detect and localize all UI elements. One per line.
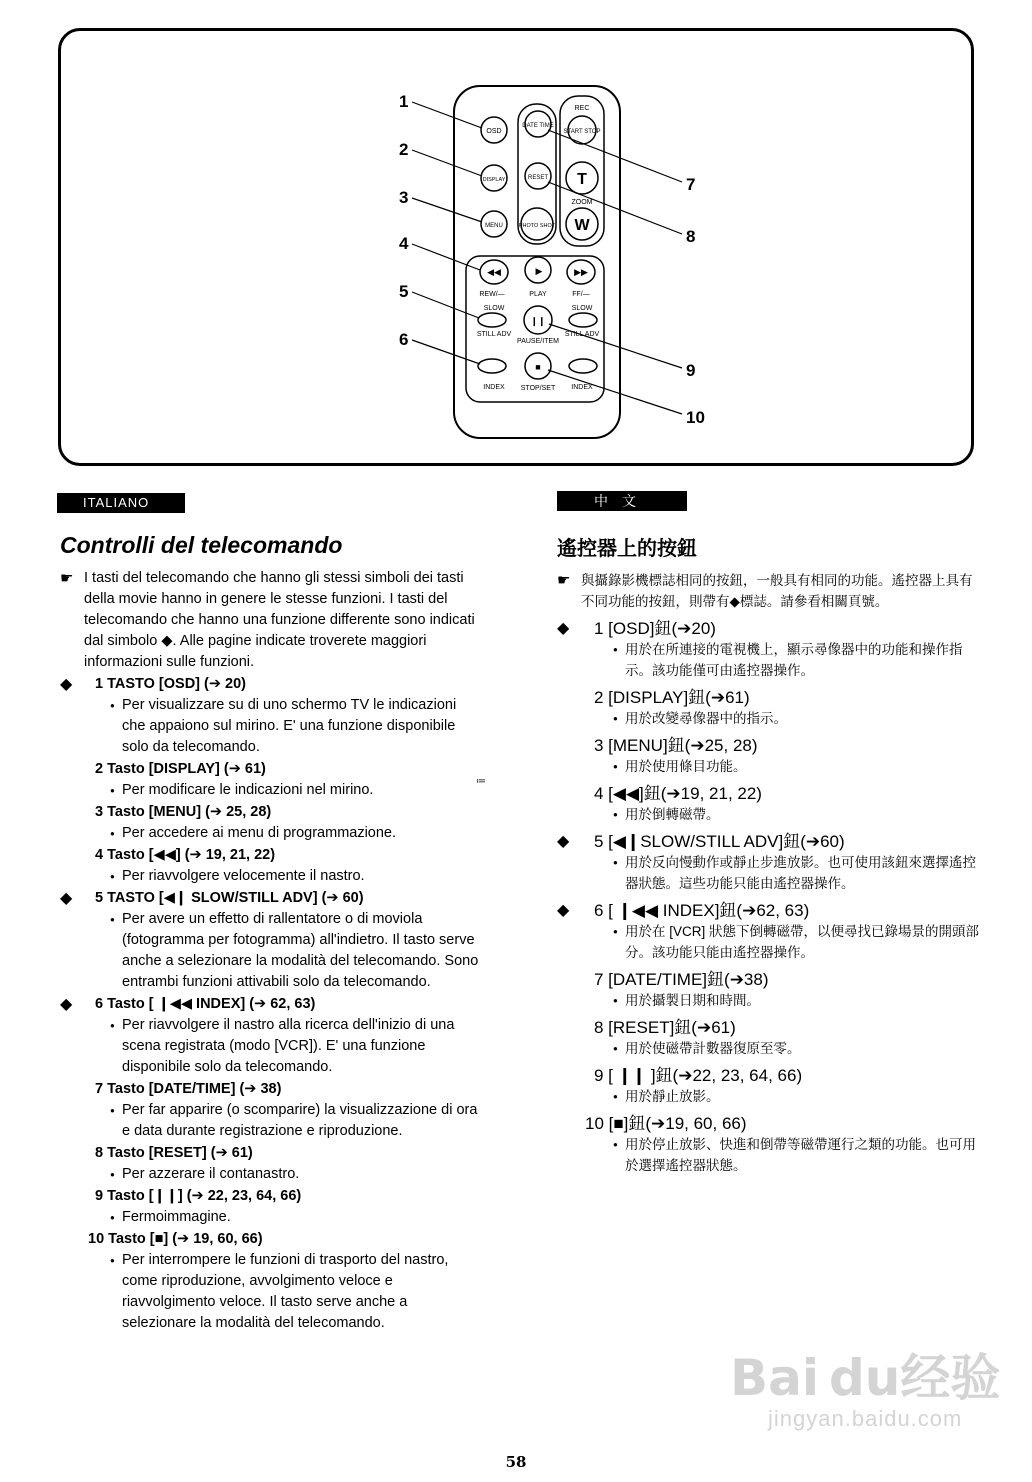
label-start-stop: START STOP [563, 129, 601, 135]
chinese-item-heading: 1 [OSD]鈕(➔20) [594, 619, 716, 638]
label-date-time: DATE TIME [522, 123, 554, 129]
label-stop-set: STOP/SET [520, 385, 556, 392]
label-zoom: ZOOM [571, 199, 593, 206]
italian-item-5 [60, 888, 480, 993]
index-left-button [478, 359, 506, 373]
diamond-icon: ◆ [557, 833, 570, 850]
chinese-item-heading: 7 [DATE/TIME]鈕(➔38) [594, 970, 769, 989]
pointing-hand-icon: ☛ [557, 572, 571, 589]
label-display: DISPLAY [482, 177, 506, 183]
slow-right-button [569, 313, 597, 327]
callout-3: 3 [399, 188, 409, 207]
diamond-icon: ◆ [557, 620, 570, 637]
label-pause-item: PAUSE/ITEM [517, 338, 559, 345]
chinese-note [557, 570, 982, 612]
italian-item-heading: 9 Tasto [❙❙] (➔ 22, 23, 64, 66) [95, 1188, 302, 1204]
watermark-url: jingyan.baidu.com [768, 1406, 963, 1431]
chinese-item-description: ● 用於改變尋像器中的指示。 [613, 708, 982, 729]
chinese-item-description: ● 用於停止放影、快進和倒帶等磁帶運行之類的功能。也可用於選擇遙控器狀態。 [613, 1134, 982, 1176]
label-still-adv-left: STILL ADV [476, 331, 512, 338]
svg-text:◀◀: ◀◀ [487, 267, 501, 277]
label-rec: REC [574, 105, 590, 112]
callout-10: 10 [686, 408, 705, 427]
label-slow-right: SLOW [571, 305, 593, 312]
callout-4: 4 [399, 234, 409, 253]
italian-item-heading: 4 Tasto [◀◀] (➔ 19, 21, 22) [95, 847, 276, 863]
label-tele: T [577, 171, 587, 188]
label-wide: W [574, 217, 590, 234]
chinese-item-7 [557, 969, 982, 1011]
page-number: 58 [505, 1453, 527, 1471]
watermark [730, 1350, 1000, 1432]
section-title-italian: Controlli del telecomando [60, 532, 343, 558]
callout-2: 2 [399, 140, 409, 159]
diamond-icon: ◆ [60, 890, 73, 907]
svg-text:▶: ▶ [535, 266, 543, 276]
chinese-column [557, 570, 982, 1176]
italian-note-text: I tasti del telecomando che hanno gli stessi simboli dei tasti della movie hanno in genere le stesse funzioni. I tasti del telecomando che hanno una funzione differente sono indicati dal simbolo ◆. Alle pagine indicate troverete maggiori informazioni sulle funzioni. [84, 570, 475, 670]
chinese-item-description: ● 用於使磁帶計數器復原至零。 [613, 1038, 982, 1059]
svg-text:■: ■ [535, 362, 541, 372]
chinese-item-8 [557, 1017, 982, 1059]
label-slow-left: SLOW [483, 305, 505, 312]
italian-item-heading: 2 Tasto [DISPLAY] (➔ 61) [95, 761, 266, 777]
diamond-icon: ◆ [557, 902, 570, 919]
callout-6: 6 [399, 330, 409, 349]
italian-note [60, 568, 480, 673]
italian-item-description: ● Per riavvolgere il nastro alla ricerca dell'inizio di una scena registrata (modo [VCR]). E' una funzione disponibile solo da telecomando. [110, 1015, 480, 1078]
chinese-item-heading: 9 [ ❙❙ ]鈕(➔22, 23, 64, 66) [594, 1066, 803, 1085]
index-right-button [569, 359, 597, 373]
chinese-item-description: ● 用於靜止放影。 [613, 1086, 982, 1107]
callout-8: 8 [686, 227, 696, 246]
chinese-item-heading: 3 [MENU]鈕(➔25, 28) [594, 736, 758, 755]
chinese-item-description: ● 用於在 [VCR] 狀態下倒轉磁帶，以便尋找已錄場景的開頭部分。該功能只能由遙控器操作。 [613, 921, 982, 963]
italian-item-heading: 7 Tasto [DATE/TIME] (➔ 38) [95, 1081, 282, 1097]
diamond-icon: ◆ [60, 996, 73, 1013]
italian-items [60, 674, 480, 1334]
chinese-item-5 [557, 831, 982, 894]
label-play: PLAY [529, 291, 547, 298]
italian-item-10 [60, 1229, 480, 1334]
italian-item-description: ● Per accedere ai menu di programmazione. [110, 823, 480, 844]
italian-item-6 [60, 994, 480, 1078]
chinese-item-4 [557, 783, 982, 825]
italian-item-description: ● Per avere un effetto di rallentatore o di moviola (fotogramma per fotogramma) all'indietro. Il tasto serve anche a selezionare la modalità del telecomando. Sono entrambi funzioni attivabili solo da telecomando. [110, 909, 480, 993]
italian-item-3 [60, 802, 480, 844]
italian-item-2 [60, 759, 480, 801]
chinese-item-description: ● 用於使用條目功能。 [613, 756, 982, 777]
italian-item-heading: 8 Tasto [RESET] (➔ 61) [95, 1145, 253, 1161]
section-title-chinese: 遙控器上的按鈕 [557, 538, 697, 560]
chinese-item-9 [557, 1065, 982, 1107]
chinese-note-text: 與攝錄影機標誌相同的按鈕，一般具有相同的功能。遙控器上具有不同功能的按鈕，則帶有◆標誌。請參看相關頁號。 [581, 573, 973, 609]
scan-speck: ≔ [476, 776, 486, 787]
svg-text:❙❙: ❙❙ [530, 316, 546, 326]
italian-item-heading: 1 TASTO [OSD] (➔ 20) [95, 676, 246, 692]
callout-9: 9 [686, 361, 696, 380]
italian-item-9 [60, 1186, 480, 1228]
italian-item-heading: 10 Tasto [■] (➔ 19, 60, 66) [88, 1231, 263, 1247]
chinese-item-3 [557, 735, 982, 777]
callout-1: 1 [399, 92, 409, 111]
chinese-item-description: ● 用於攝製日期和時間。 [613, 990, 982, 1011]
italian-item-description: ● Per riavvolgere velocemente il nastro. [110, 866, 480, 887]
label-still-adv-right: STILL ADV [564, 331, 600, 338]
chinese-item-2 [557, 687, 982, 729]
chinese-item-description: ● 用於在所連接的電視機上，顯示尋像器中的功能和操作指示。該功能僅可由遙控器操作。 [613, 639, 982, 681]
italian-item-heading: 3 Tasto [MENU] (➔ 25, 28) [95, 804, 272, 820]
language-label-italian: ITALIANO [57, 493, 185, 513]
chinese-item-6 [557, 900, 982, 963]
italian-item-8 [60, 1143, 480, 1185]
italian-item-1 [60, 674, 480, 758]
chinese-item-heading: 6 [ ❙◀◀ INDEX]鈕(➔62, 63) [594, 901, 810, 920]
italian-item-description: ● Per modificare le indicazioni nel mirino. [110, 780, 480, 801]
label-index-right: INDEX [571, 384, 593, 391]
svg-text:▶▶: ▶▶ [574, 267, 588, 277]
chinese-item-1 [557, 618, 982, 681]
italian-item-description: ● Per interrompere le funzioni di trasporto del nastro, come riproduzione, avvolgimento veloce e riavvolgimento veloce. Il tasto serve anche a selezionare la modalità del telecomando. [110, 1250, 480, 1334]
chinese-item-heading: 5 [◀❙SLOW/STILL ADV]鈕(➔60) [594, 832, 845, 851]
italian-column [60, 568, 480, 1334]
label-photo-shot: PHOTO SHOT [518, 223, 556, 229]
chinese-item-heading: 4 [◀◀]鈕(➔19, 21, 22) [594, 784, 762, 803]
callout-5: 5 [399, 282, 409, 301]
slow-left-button [478, 313, 506, 327]
chinese-item-10 [557, 1113, 982, 1176]
chinese-item-description: ● 用於倒轉磁帶。 [613, 804, 982, 825]
italian-item-4 [60, 845, 480, 887]
chinese-item-heading: 2 [DISPLAY]鈕(➔61) [594, 688, 750, 707]
diamond-icon: ◆ [60, 676, 73, 693]
italian-item-description: ● Per far apparire (o scomparire) la visualizzazione di ora e data durante registrazione e riproduzione. [110, 1100, 480, 1142]
label-menu: MENU [485, 223, 503, 229]
italian-item-description: ● Per azzerare il contanastro. [110, 1164, 480, 1185]
chinese-items [557, 618, 982, 1176]
label-ff: FF/— [572, 291, 590, 298]
italian-item-description: ● Fermoimmagine. [110, 1207, 480, 1228]
callout-7: 7 [686, 175, 696, 194]
label-osd: OSD [486, 128, 502, 135]
language-label-chinese: 中文 [557, 491, 687, 511]
chinese-item-heading: 8 [RESET]鈕(➔61) [594, 1018, 736, 1037]
italian-item-heading: 6 Tasto [ ❙◀◀ INDEX] (➔ 62, 63) [95, 996, 316, 1012]
italian-item-heading: 5 TASTO [◀❙ SLOW/STILL ADV] (➔ 60) [95, 890, 364, 906]
label-rew: REW/— [479, 291, 505, 298]
pointing-hand-icon: ☛ [60, 570, 74, 587]
watermark-logo: Bai du经验 [730, 1349, 1001, 1407]
chinese-item-heading: 10 [■]鈕(➔19, 60, 66) [585, 1114, 747, 1133]
remote-control-diagram [0, 0, 1032, 480]
italian-item-7 [60, 1079, 480, 1142]
label-index-left: INDEX [483, 384, 505, 391]
chinese-item-description: ● 用於反向慢動作或靜止步進放影。也可使用該鈕來選擇遙控器狀態。這些功能只能由遙控器操作。 [613, 852, 982, 894]
italian-item-description: ● Per visualizzare su di uno schermo TV le indicazioni che appaiono sul mirino. E' una funzione disponibile solo da telecomando. [110, 695, 480, 758]
label-reset: RESET [527, 175, 549, 181]
